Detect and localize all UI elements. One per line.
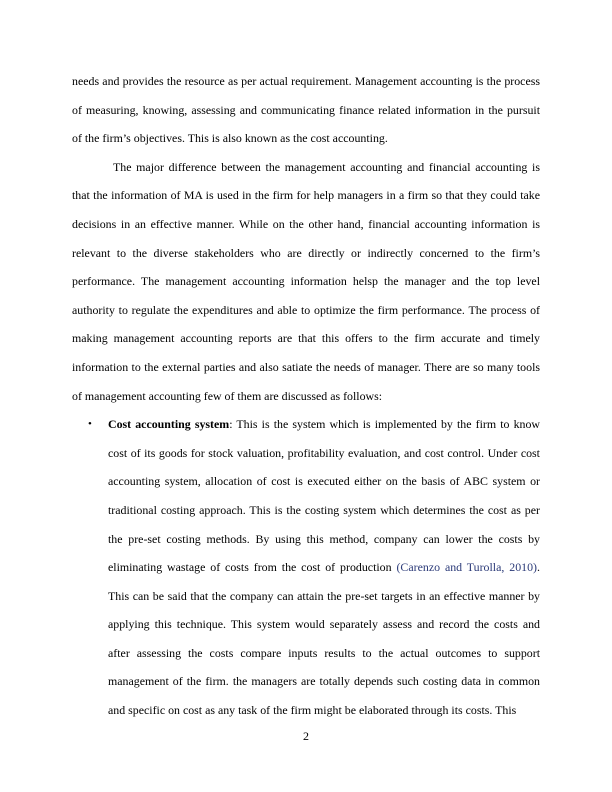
continuation-paragraph: needs and provides the resource as per actual requirement. Management accounting is the process of measuring, knowing, assessing and communicating finance related information in the pursuit of the firm’s objectives. This is also known as the cost accounting. [72, 74, 540, 146]
citation: (Carenzo and Turolla, 2010) [396, 560, 537, 575]
page-number: 2 [303, 729, 309, 743]
bullet-text-part-2: . This can be said that the company can attain the pre-set targets in an effective manner by applying this technique. This system would separately assess and record the costs and after assessing the costs compare inputs results to the actual outcomes to support management of the firm. the managers are totally depends such costing data in common and specific on cost as any task of the firm might be elaborated through its costs. This [108, 560, 540, 718]
list-item [72, 410, 540, 725]
tools-list [72, 410, 540, 725]
bullet-text-part-1: : This is the system which is implemented by the firm to know cost of its goods for stock valuation, profitability evaluation, and cost control. Under cost accounting system, allocation of cost is executed either on the basis of ABC system or traditional costing approach. This is the costing system which determines the cost as per the pre-set costing methods. By using this method, company can lower the costs by eliminating wastage of costs from the cost of production [108, 417, 540, 575]
bullet-icon: • [88, 418, 92, 431]
main-paragraph: The major difference between the management accounting and financial accounting is that the information of MA is used in the firm for help managers in a firm so that they could take decisions in an effective manner. While on the other hand, financial accounting information is relevant to the diverse stakeholders who are directly or indirectly concerned to the firm’s performance. The management accounting information helsp the manager and the top level authority to regulate the expenditures and able to optimize the firm performance. The process of making management accounting reports are that this offers to the firm accurate and timely information to the external parties and also satiate the needs of manager. There are so many tools of management accounting few of them are discussed as follows: [72, 159, 540, 403]
body-text [72, 67, 540, 725]
bullet-term: Cost accounting system [108, 417, 230, 432]
